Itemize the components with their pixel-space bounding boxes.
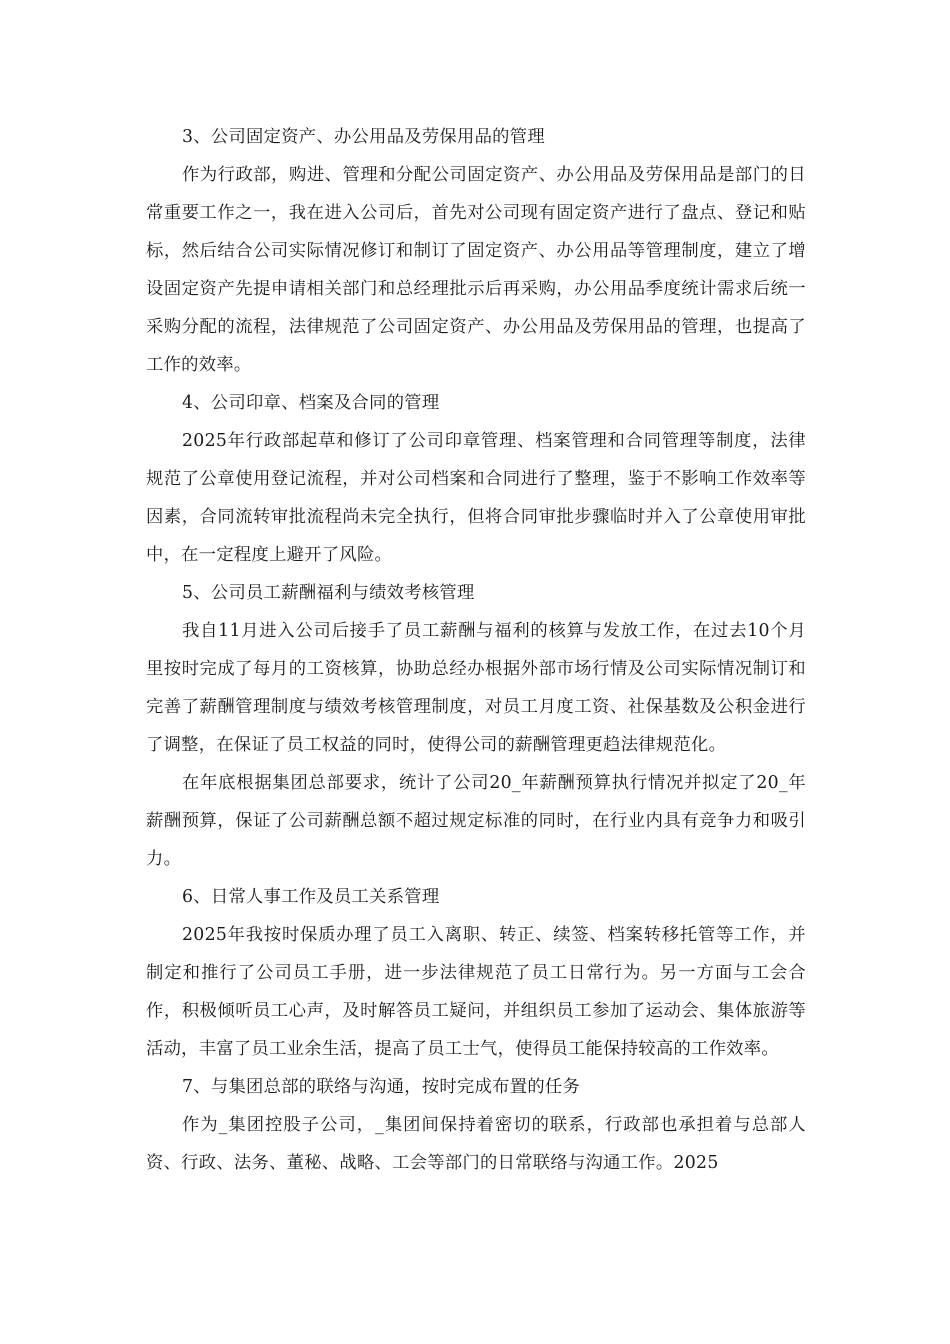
paragraph-assets: 作为行政部，购进、管理和分配公司固定资产、办公用品及劳保用品是部门的日常重要工作之一，我在进入公司后，首先对公司现有固定资产进行了盘点、登记和贴标，然后结合公司实际情况修订和制订了固定资产、办公用品等管理制度，建立了增设固定资产先提申请相关部门和总经理批示后再采购，办公用品季度统计需求后统一采购分配的流程，法律规范了公司固定资产、办公用品及劳保用品的管理，也提高了工作的效率。 xyxy=(146,165,806,375)
section-heading-4: 4、公司印章、档案及合同的管理 xyxy=(182,393,440,413)
document-body xyxy=(146,118,806,1182)
section-heading-7: 7、与集团总部的联络与沟通，按时完成布置的任务 xyxy=(182,1077,581,1097)
section-heading-3: 3、公司固定资产、办公用品及劳保用品的管理 xyxy=(182,127,545,147)
paragraph-group: 作为_集团控股子公司，_集团间保持着密切的联系，行政部也承担着与总部人资、行政、法务、董秘、战略、工会等部门的日常联络与沟通工作。2025 xyxy=(146,1115,806,1173)
paragraph-salary: 我自11月进入公司后接手了员工薪酬与福利的核算与发放工作，在过去10个月里按时完成了每月的工资核算，协助总经办根据外部市场行情及公司实际情况制订和完善了薪酬管理制度与绩效考核管理制度，对员工月度工资、社保基数及公积金进行了调整，在保证了员工权益的同时，使得公司的薪酬管理更趋法律规范化。 xyxy=(146,621,806,755)
paragraph-budget: 在年底根据集团总部要求，统计了公司20_年薪酬预算执行情况并拟定了20_年薪酬预算，保证了公司薪酬总额不超过规定标准的同时，在行业内具有竞争力和吸引力。 xyxy=(146,773,806,869)
paragraph-seals: 2025年行政部起草和修订了公司印章管理、档案管理和合同管理等制度，法律规范了公章使用登记流程，并对公司档案和合同进行了整理，鉴于不影响工作效率等因素，合同流转审批流程尚未完全执行，但将合同审批步骤临时并入了公章使用审批中，在一定程度上避开了风险。 xyxy=(146,431,806,565)
paragraph-hr: 2025年我按时保质办理了员工入离职、转正、续签、档案转移托管等工作，并制定和推行了公司员工手册，进一步法律规范了员工日常行为。另一方面与工会合作，积极倾听员工心声，及时解答员工疑问，并组织员工参加了运动会、集体旅游等活动，丰富了员工业余生活，提高了员工士气，使得员工能保持较高的工作效率。 xyxy=(146,925,806,1059)
section-heading-5: 5、公司员工薪酬福利与绩效考核管理 xyxy=(182,583,475,603)
section-heading-6: 6、日常人事工作及员工关系管理 xyxy=(182,887,440,907)
